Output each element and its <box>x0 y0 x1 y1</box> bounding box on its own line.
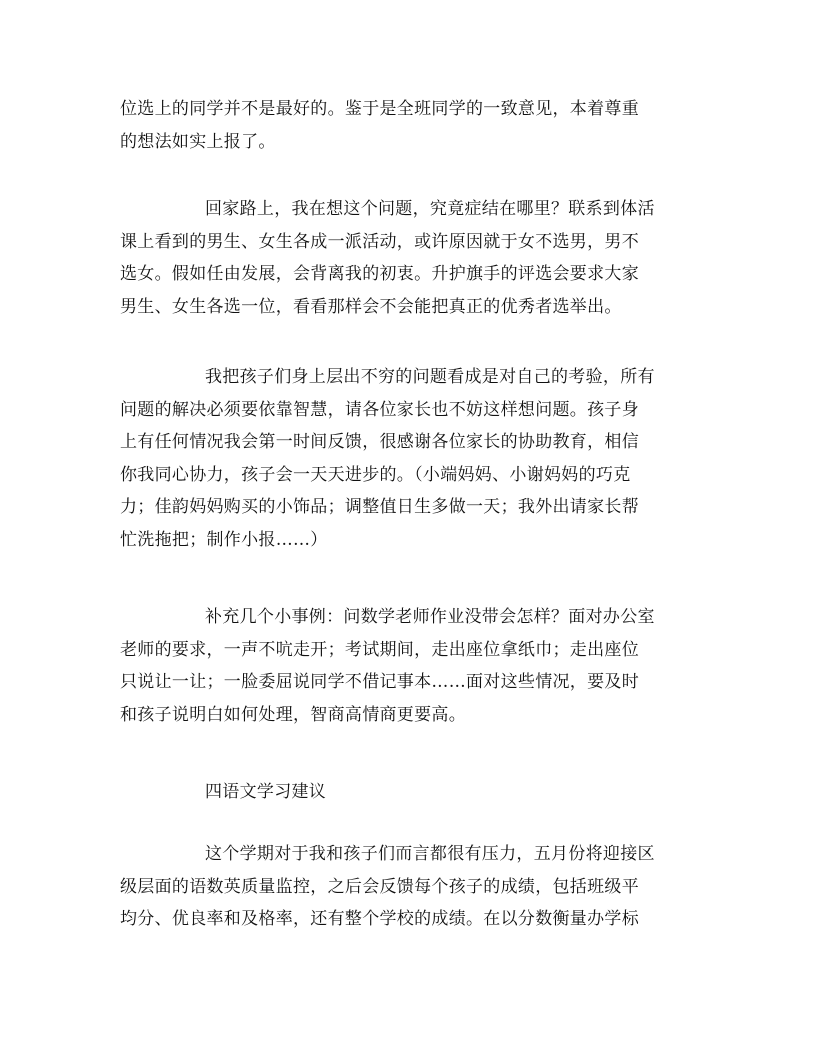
text-line: 补充几个小事例：问数学老师作业没带会怎样？面对办公室 <box>205 607 655 627</box>
text-line: 老师的要求，一声不吭走开；考试期间，走出座位拿纸巾；走出座位 <box>120 639 639 660</box>
section-heading-text: 四语文学习建议 <box>205 782 327 802</box>
paragraph-small-incidents <box>120 601 700 731</box>
text-line: 回家路上，我在想这个问题，究竟症结在哪里？联系到体活 <box>205 199 655 219</box>
text-line: 的想法如实上报了。 <box>120 131 276 152</box>
paragraph-challenges <box>120 361 700 557</box>
text-line: 课上看到的男生、女生各成一派活动，或许原因就于女不选男，男不 <box>120 231 639 252</box>
text-line: 均分、优良率和及格率，还有整个学校的成绩。在以分数衡量办学标 <box>120 909 639 930</box>
paragraph-going-home <box>120 193 700 323</box>
text-line: 这个学期对于我和孩子们而言都很有压力，五月份将迎接区 <box>205 844 655 864</box>
text-line: 只说让一让；一脸委屈说同学不借记事本……面对这些情况，要及时 <box>120 672 639 693</box>
text-line: 我把孩子们身上层出不穷的问题看成是对自己的考验，所有 <box>205 367 655 387</box>
text-line: 位选上的同学并不是最好的。鉴于是全班同学的一致意见，本着尊重 <box>120 99 639 119</box>
text-line: 你我同心协力，孩子会一天天进步的。（小端妈妈、小谢妈妈的巧克 <box>120 464 631 485</box>
paragraph-continuation <box>120 93 700 158</box>
text-line: 选女。假如任由发展，会背离我的初衷。升护旗手的评选会要求大家 <box>120 264 639 285</box>
text-line: 忙洗拖把；制作小报……） <box>120 529 328 550</box>
text-line: 问题的解决必须要依靠智慧，请各位家长也不妨这样想问题。孩子身 <box>120 399 639 420</box>
text-line: 和孩子说明白如何处理，智商高情商更要高。 <box>120 704 466 725</box>
section-heading <box>120 776 700 809</box>
text-line: 上有任何情况我会第一时间反馈，很感谢各位家长的协助教育，相信 <box>120 432 639 453</box>
text-line: 力；佳韵妈妈购买的小饰品；调整值日生多做一天；我外出请家长帮 <box>120 497 639 518</box>
text-line: 男生、女生各选一位，看看那样会不会能把真正的优秀者选举出。 <box>120 296 622 317</box>
text-line: 级层面的语数英质量监控，之后会反馈每个孩子的成绩，包括班级平 <box>120 876 639 897</box>
paragraph-semester-pressure <box>120 838 700 936</box>
